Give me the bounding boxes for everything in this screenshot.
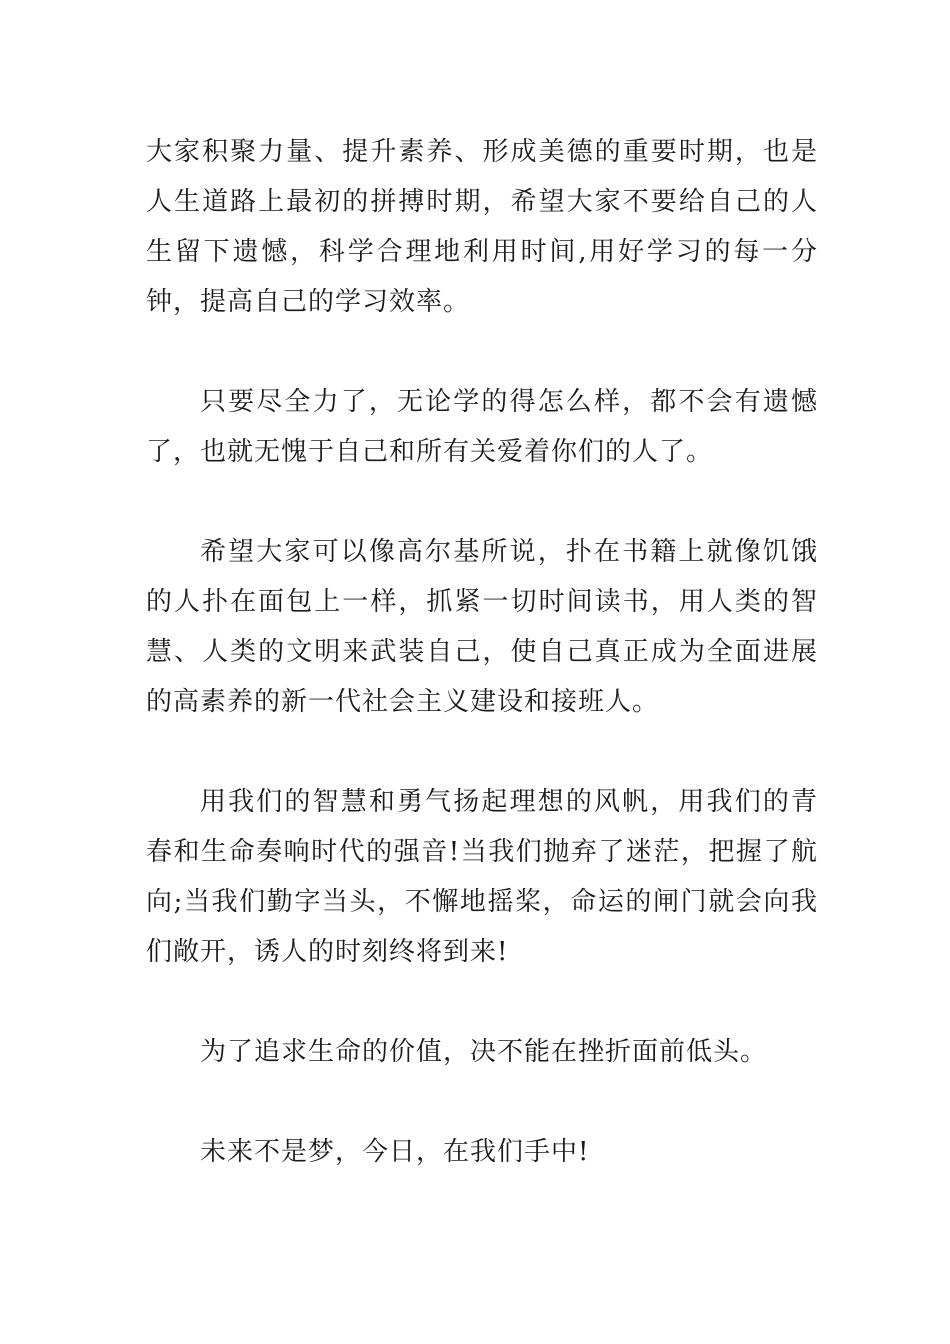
- paragraph-4: 用我们的智慧和勇气扬起理想的风帆，用我们的青春和生命奏响时代的强音!当我们抛弃了迷茫，把握了航向;当我们勤字当头，不懈地摇桨，命运的闸门就会向我们敞开，诱人的时刻终将到来!: [146, 787, 818, 967]
- paragraph-6: 未来不是梦，今日，在我们手中!: [200, 1137, 590, 1167]
- paragraph-3: 希望大家可以像高尔基所说，扑在书籍上就像饥饿的人扑在面包上一样，抓紧一切时间读书，用人类的智慧、人类的文明来武装自己，使自己真正成为全面进展的高素养的新一代社会主义建设和接班人。: [146, 537, 818, 717]
- paragraph-1: 大家积聚力量、提升素养、形成美德的重要时期，也是人生道路上最初的拼搏时期，希望大家不要给自己的人生留下遗憾，科学合理地利用时间,用好学习的每一分钟，提高自己的学习效率。: [146, 137, 818, 317]
- document-body: [146, 127, 818, 1177]
- paragraph-2: 只要尽全力了，无论学的得怎么样，都不会有遗憾了，也就无愧于自己和所有关爱着你们的人了。: [146, 387, 818, 467]
- paragraph-5: 为了追求生命的价值，决不能在挫折面前低头。: [200, 1037, 768, 1067]
